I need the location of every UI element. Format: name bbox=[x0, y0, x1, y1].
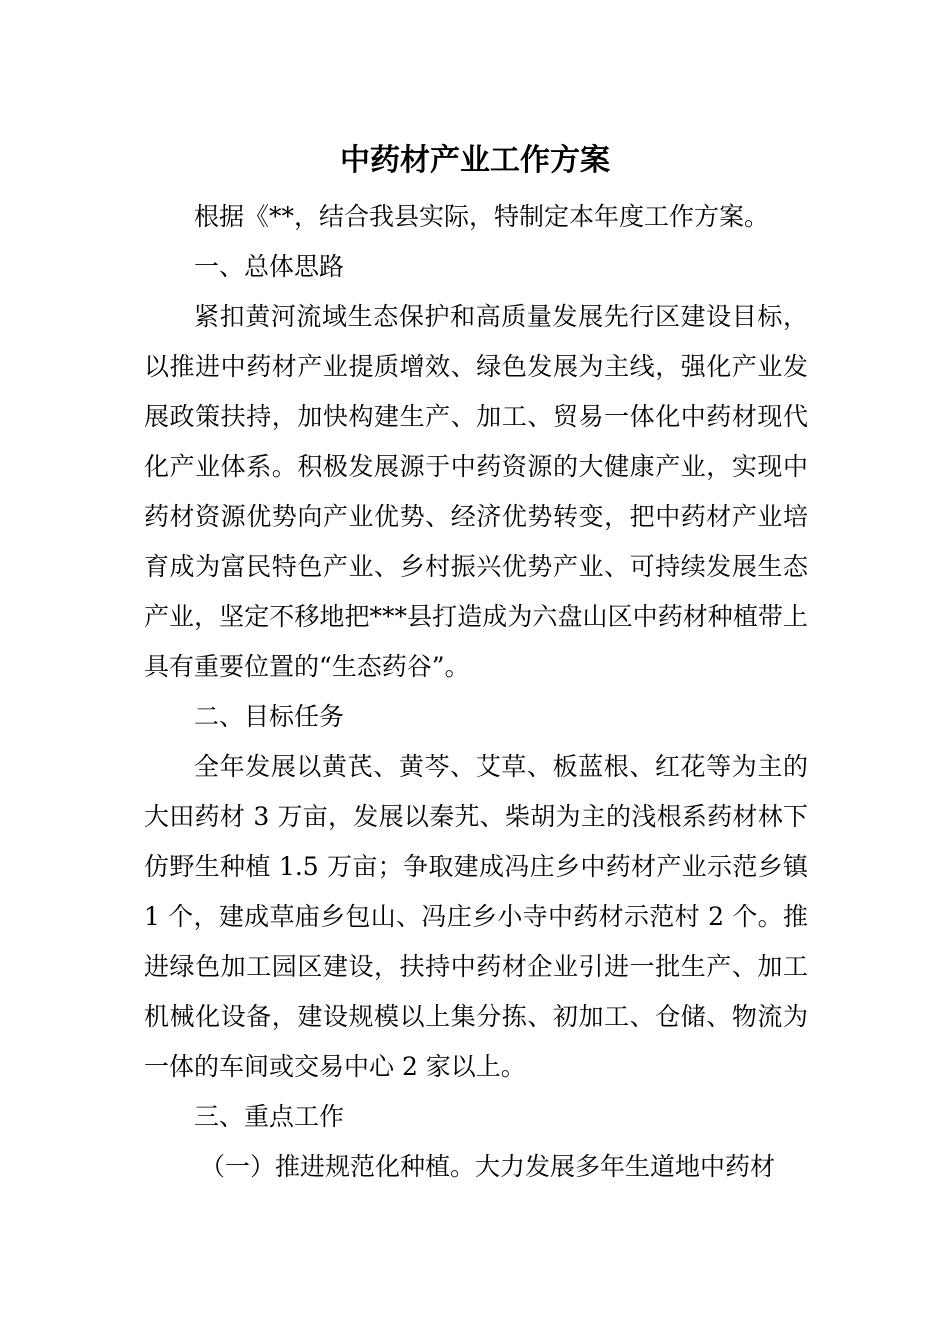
section-heading-key-work: 三、重点工作 bbox=[194, 1102, 345, 1131]
intro-paragraph: 根据《**，结合我县实际，特制定本年度工作方案。 bbox=[194, 202, 770, 231]
overall-approach-paragraph: 紧扣黄河流域生态保护和高质量发展先行区建设目标，以推进中药材产业提质增效、绿色发展为主线，强化产业发展政策扶持，加快构建生产、加工、贸易一体化中药材现代化产业体系。积极发展源于中药资源的大健康产业，实现中药材资源优势向产业优势、经济优势转变，把中药材产业培育成为富民特色产业、乡村振兴优势产业、可持续发展生态产业，坚定不移地把***县打造成为六盘山区中药材种植带上具有重要位置的“生态药谷”。 bbox=[144, 302, 808, 681]
document-body bbox=[144, 192, 808, 1192]
document-title: 中药材产业工作方案 bbox=[340, 143, 610, 178]
section-heading-targets: 二、目标任务 bbox=[194, 702, 345, 731]
key-work-paragraph: （一）推进规范化种植。大力发展多年生道地中药材 bbox=[200, 1152, 776, 1181]
targets-paragraph: 全年发展以黄芪、黄芩、艾草、板蓝根、红花等为主的大田药材 3 万亩，发展以秦艽、柴胡为主的浅根系药材林下仿野生种植 1.5 万亩；争取建成冯庄乡中药材产业示范乡镇 1 个，建成草庙乡包山、冯庄乡小寺中药材示范村 2 个。推进绿色加工园区建设，扶持中药材企业引进一批生产、加工机械化设备，建设规模以上集分拣、初加工、仓储、物流为一体的车间或交易中心 2 家以上。 bbox=[144, 752, 808, 1081]
section-heading-overall-approach: 一、总体思路 bbox=[194, 252, 345, 281]
